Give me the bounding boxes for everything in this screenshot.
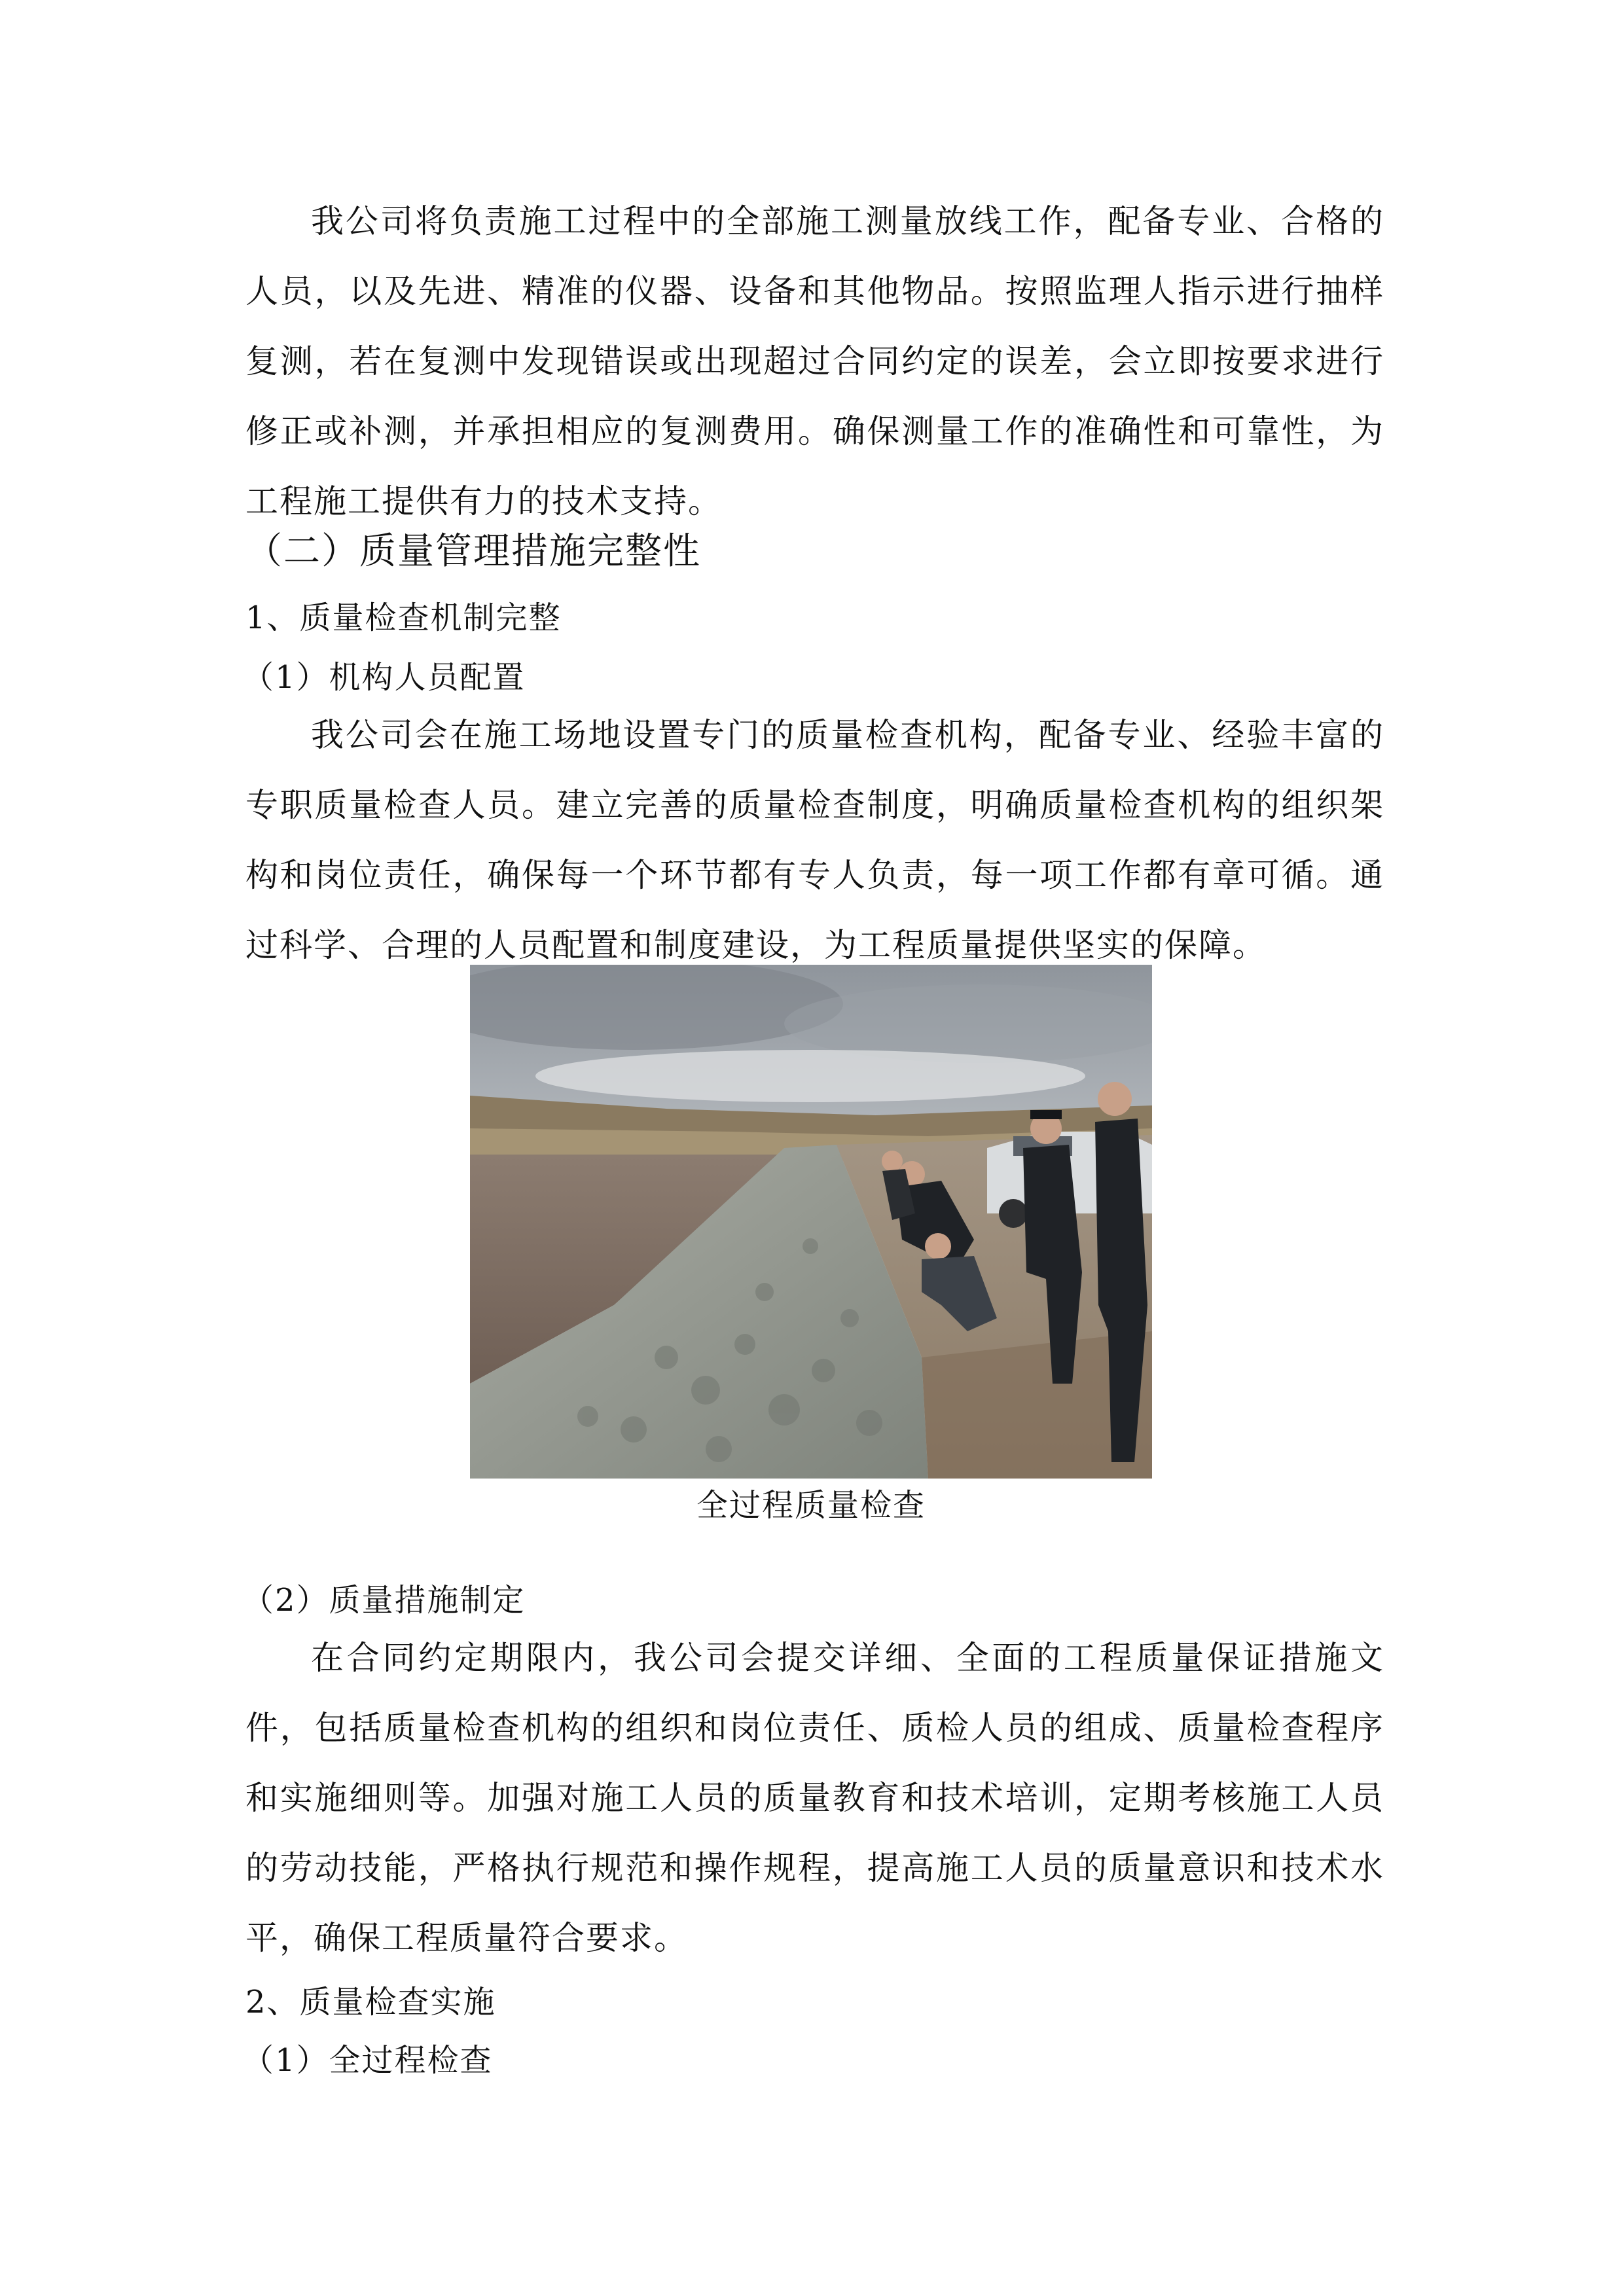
photo-caption: 全过程质量检查 [696, 1487, 926, 1524]
item-heading-full-process-inspection: （1）全过程检查 [242, 2042, 493, 2079]
section-heading-quality-management: （二）质量管理措施完整性 [245, 530, 701, 573]
site-inspection-photo [470, 965, 1152, 1479]
item-heading-quality-measures: （2）质量措施制定 [242, 1582, 526, 1619]
subheading-quality-inspection-implementation: 2、质量检查实施 [245, 1984, 496, 2020]
paragraph-survey-work: 我公司将负责施工过程中的全部施工测量放线工作，配备专业、合格的人员，以及先进、精准的仪器、设备和其他物品。按照监理人指示进行抽样复测，若在复测中发现错误或出现超过合同约定的误差，会立即按要求进行修正或补测，并承担相应的复测费用。确保测量工作的准确性和可靠性，为工程施工提供有力的技术支持。 [245, 202, 1384, 520]
subheading-quality-inspection-mechanism: 1、质量检查机制完整 [245, 600, 562, 636]
item-heading-staffing: （1）机构人员配置 [242, 659, 526, 696]
paragraph-inspection-organization: 我公司会在施工场地设置专门的质量检查机构，配备专业、经验丰富的专职质量检查人员。建立完善的质量检查制度，明确质量检查机构的组织架构和岗位责任，确保每一个环节都有专人负责，每一项工作都有章可循。通过科学、合理的人员配置和制度建设，为工程质量提供坚实的保障。 [245, 716, 1384, 964]
paragraph-quality-assurance-document: 在合同约定期限内，我公司会提交详细、全面的工程质量保证措施文件，包括质量检查机构的组织和岗位责任、质检人员的组成、质量检查程序和实施细则等。加强对施工人员的质量教育和技术培训，定期考核施工人员的劳动技能，严格执行规范和操作规程，提高施工人员的质量意识和技术水平，确保工程质量符合要求。 [245, 1639, 1384, 1957]
